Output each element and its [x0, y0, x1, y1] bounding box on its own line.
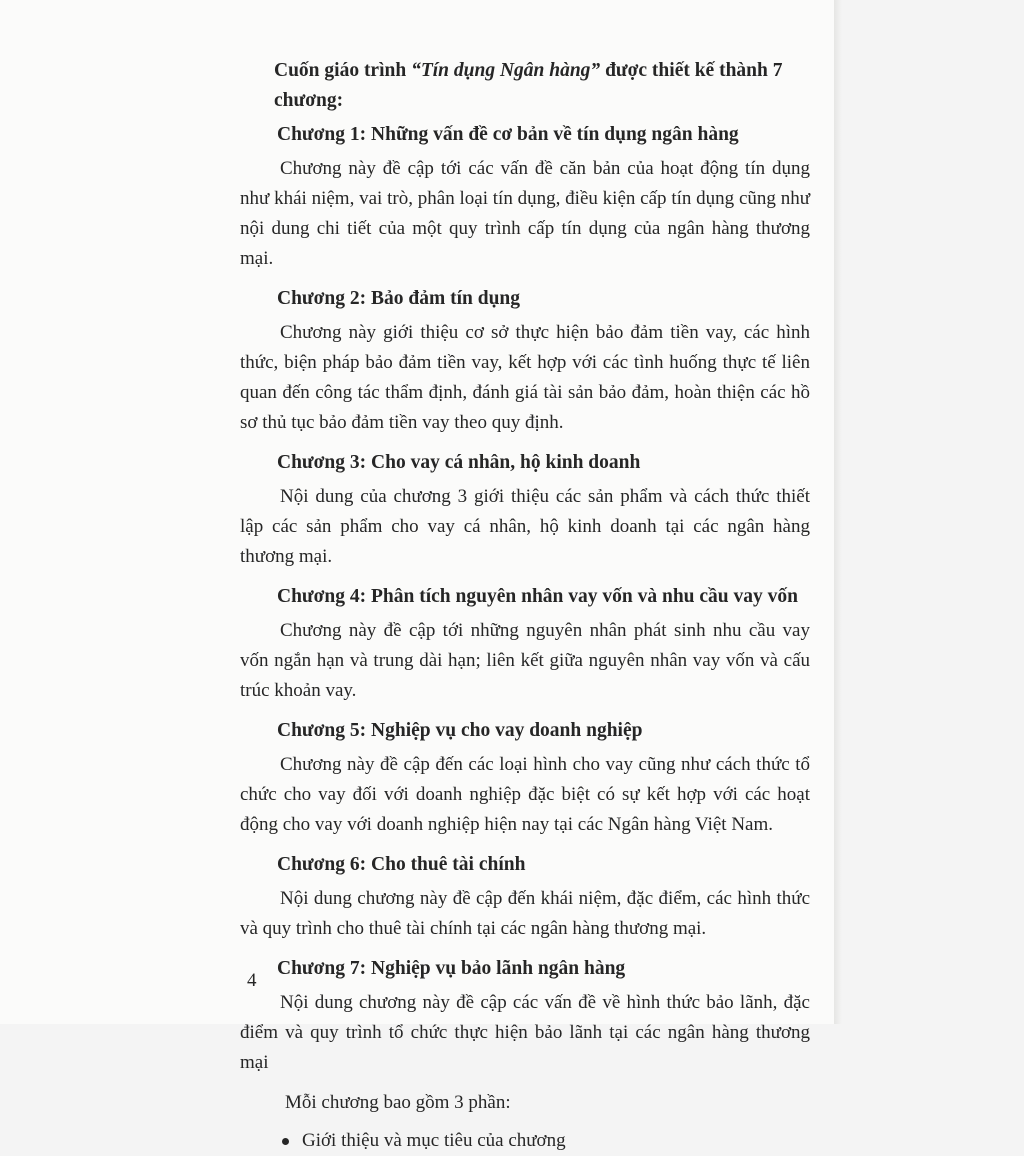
- chapter-heading: Chương 6: Cho thuê tài chính: [277, 854, 526, 875]
- chapter-body: Chương này đề cập tới những nguyên nhân phát sinh nhu cầu vay vốn ngắn hạn và trung dài hạn; liên kết giữa nguyên nhân vay vốn và cấu trúc khoản vay.: [240, 620, 810, 701]
- chapter-body: Nội dung chương này đề cập các vấn đề về hình thức bảo lãnh, đặc điểm và quy trình tổ chức thực hiện bảo lãnh tại các ngân hàng thương mại: [240, 992, 810, 1073]
- chapter-body: Nội dung chương này đề cập đến khái niệm, đặc điểm, các hình thức và quy trình cho thuê tài chính tại các ngân hàng thương mại.: [240, 888, 810, 939]
- chapter-body: Chương này đề cập tới các vấn đề căn bản của hoạt động tín dụng như khái niệm, vai trò, phân loại tín dụng, điều kiện cấp tín dụng cũng như nội dung chi tiết của một quy trình cấp tín dụng của ngân hàng thương mại.: [240, 158, 810, 269]
- chapter-2: [240, 284, 810, 438]
- book-title: “Tín dụng Ngân hàng”: [411, 60, 601, 81]
- chapter-4: [240, 582, 810, 706]
- chapter-heading: Chương 2: Bảo đảm tín dụng: [277, 288, 521, 309]
- chapter-body: Chương này giới thiệu cơ sở thực hiện bảo đảm tiền vay, các hình thức, biện pháp bảo đảm tiền vay, kết hợp với các tình huống thực tế liên quan đến công tác thẩm định, đánh giá tài sản bảo đảm, hoàn thiện các hồ sơ thủ tục bảo đảm tiền vay theo quy định.: [240, 322, 810, 433]
- intro-line: [274, 56, 810, 116]
- summary-line: Mỗi chương bao gồm 3 phần:: [285, 1092, 511, 1113]
- bullet-icon: [282, 1138, 289, 1145]
- chapter-7: [240, 954, 810, 1078]
- page-number: 4: [247, 970, 257, 991]
- chapter-3: [240, 448, 810, 572]
- page-edge: [834, 0, 842, 1024]
- bullet-list: [240, 1126, 810, 1156]
- chapter-heading: Chương 7: Nghiệp vụ bảo lãnh ngân hàng: [277, 958, 626, 979]
- chapter-heading: Chương 4: Phân tích nguyên nhân vay vốn và nhu cầu vay vốn: [277, 586, 798, 607]
- chapter-body: Nội dung của chương 3 giới thiệu các sản phẩm và cách thức thiết lập các sản phẩm cho vay cá nhân, hộ kinh doanh tại các ngân hàng thương mại.: [240, 486, 810, 567]
- chapter-heading: Chương 1: Những vấn đề cơ bản về tín dụng ngân hàng: [277, 124, 739, 145]
- chapter-5: [240, 716, 810, 840]
- chapter-body: Chương này đề cập đến các loại hình cho vay cũng như cách thức tổ chức cho vay đối với doanh nghiệp đặc biệt có sự kết hợp với các hoạt động cho vay với doanh nghiệp hiện nay tại các Ngân hàng Việt Nam.: [240, 754, 810, 835]
- chapter-6: [240, 850, 810, 944]
- page-content: [240, 56, 810, 1156]
- intro-prefix: Cuốn giáo trình: [274, 60, 412, 81]
- intro-suffix: được thiết kế thành 7 chương:: [274, 60, 783, 111]
- list-item-text: Giới thiệu và mục tiêu của chương: [302, 1130, 566, 1151]
- chapter-1: [240, 120, 810, 274]
- chapter-heading: Chương 3: Cho vay cá nhân, hộ kinh doanh: [277, 452, 641, 473]
- chapter-heading: Chương 5: Nghiệp vụ cho vay doanh nghiệp: [277, 720, 643, 741]
- list-item: [282, 1126, 810, 1156]
